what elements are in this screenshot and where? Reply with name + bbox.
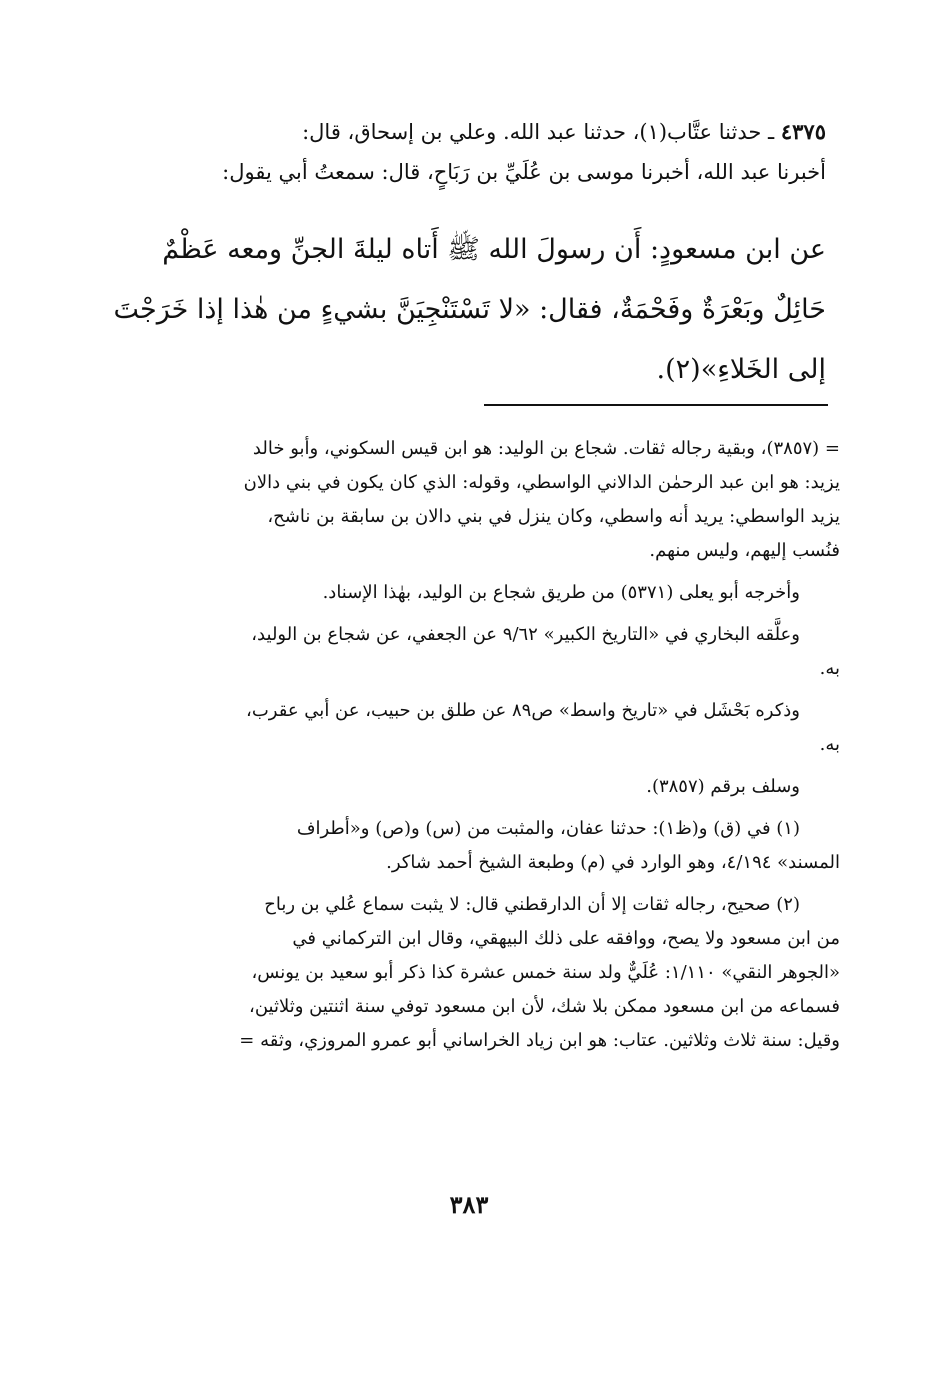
hadith-chain-2: أخبرنا عبد الله، أخبرنا موسى بن عُلَيِّ بن رَبَاحٍ، قال: سمعتُ أبي يقول: <box>222 160 826 184</box>
hadith-header <box>114 112 826 192</box>
footnote-line: = (٣٨٥٧)، وبقية رجاله ثقات. شجاع بن الوليد: هو ابن قيس السكوني، وأبو خالد <box>252 438 840 459</box>
matn-line: عن ابن مسعودٍ: أَن رسولَ الله ﷺ أَتاه ليلةَ الجنِّ ومعه عَظْمٌ <box>162 234 826 265</box>
footnote-line: من ابن مسعود ولا يصح، ووافقه على ذلك البيهقي، وقال ابن التركماني في <box>292 928 840 949</box>
hadith-number: ٤٣٧٥ <box>780 119 826 144</box>
footnote-line: يزيد الواسطي: يريد أنه واسطي، وكان ينزل في بني دالان بن سابقة بن ناشح، <box>267 506 840 527</box>
footnote-continuation <box>114 432 840 568</box>
footnote-line: المسند» ٤/١٩٤، وهو الوارد في (م) وطبعة الشيخ أحمد شاكر. <box>386 852 840 873</box>
footnote-line: «الجوهر النقي» ١/١١٠: عُلَيٌّ ولد سنة خمس عشرة كذا ذكر أبو سعيد بن يونس، <box>251 962 840 983</box>
footnote-salaf <box>114 770 840 804</box>
hadith-line-1 <box>114 112 826 152</box>
footnote-bukhari <box>114 618 840 686</box>
hadith-text <box>114 220 826 400</box>
footnote-line: به. <box>819 734 840 755</box>
footnote-line: به. <box>819 658 840 679</box>
footnote-line: فسماعه من ابن مسعود ممكن بلا شك، لأن ابن مسعود توفي سنة اثنتين وثلاثين، <box>249 996 840 1017</box>
footnote-bahshal <box>114 694 840 762</box>
footnote-divider <box>484 404 828 406</box>
footnotes <box>114 432 840 1066</box>
footnote-line: وقيل: سنة ثلاث وثلاثين. عتاب: هو ابن زياد الخراساني أبو عمرو المروزي، وثقه = <box>239 1030 840 1051</box>
footnote-line: وعلَّقه البخاري في «التاريخ الكبير» ٩/٦٢ عن الجعفي، عن شجاع بن الوليد، <box>251 624 800 645</box>
footnote-abu-yala <box>114 576 840 610</box>
footnote-line: فنُسب إليهم، وليس منهم. <box>649 540 840 561</box>
footnote-2 <box>114 888 840 1058</box>
hadith-chain-1: ـ حدثنا عتَّاب(١)، حدثنا عبد الله. وعلي بن إسحاق، قال: <box>302 120 775 144</box>
footnote-line: (١) في (ق) و(ظ١): حدثنا عفان، والمثبت من (س) و(ص) و«أطراف <box>296 818 800 839</box>
footnote-line: وأخرجه أبو يعلى (٥٣٧١) من طريق شجاع بن الوليد، بهٰذا الإسناد. <box>322 582 800 603</box>
matn-line: إلى الخَلاءِ»(٢). <box>656 354 826 385</box>
page-number: ٣٨٣ <box>449 1190 489 1219</box>
footnote-line: وسلف برقم (٣٨٥٧). <box>646 776 800 797</box>
footnote-line: يزيد: هو ابن عبد الرحمٰن الدالاني الواسطي، وقوله: الذي كان يكون في بني دالان <box>243 472 840 493</box>
footnote-line: (٢) صحيح، رجاله ثقات إلا أن الدارقطني قال: لا يثبت سماع عُلي بن رباح <box>264 894 800 915</box>
matn-line: حَائِلٌ وبَعْرَةٌ وفَحْمَةٌ، فقال: «لا تَسْتَنْجِيَنَّ بشيءٍ من هٰذا إذا خَرَجْتَ <box>113 294 826 325</box>
footnote-1 <box>114 812 840 880</box>
footnote-line: وذكره بَحْشَل في «تاريخ واسط» ص٨٩ عن طلق بن حبيب، عن أبي عقرب، <box>246 700 800 721</box>
